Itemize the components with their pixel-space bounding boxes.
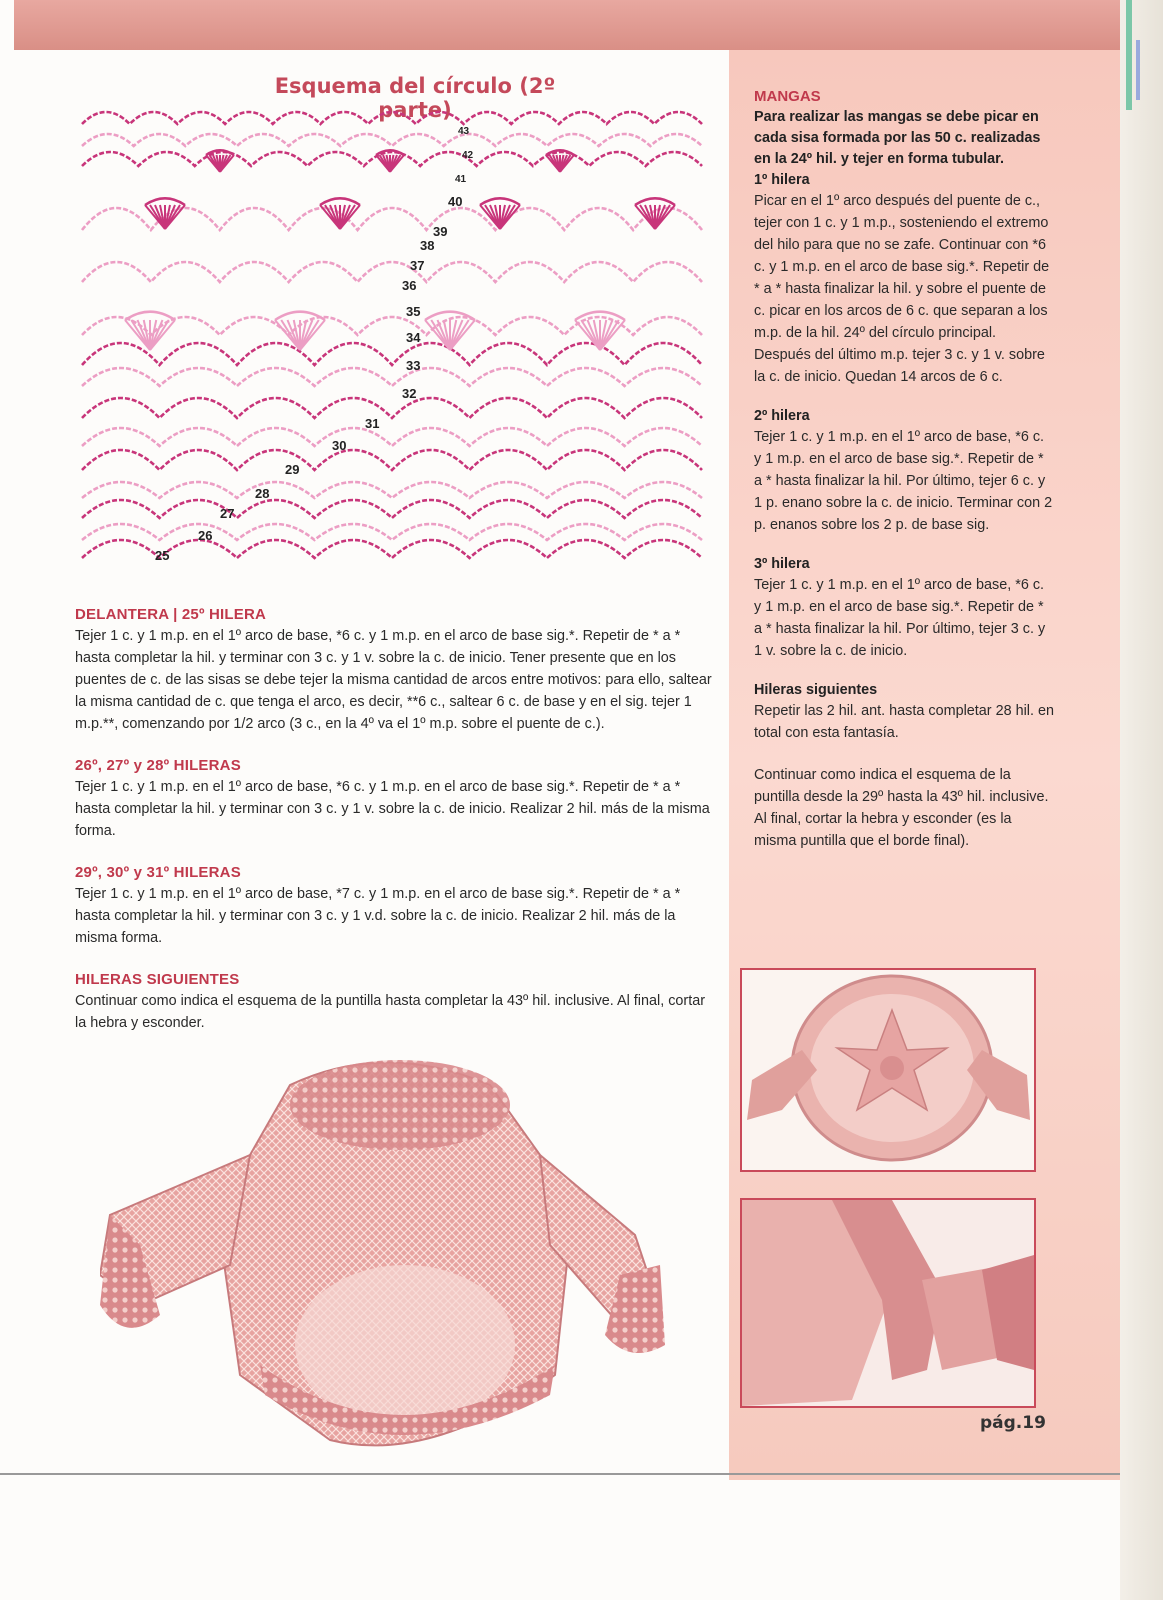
chain-row xyxy=(82,398,702,418)
section-rows-26-28 xyxy=(75,757,715,842)
row-label: 41 xyxy=(455,174,467,185)
block-body: Tejer 1 c. y 1 m.p. en el 1º arco de base, *6 c. y 1 m.p. en el arco de base sig.*. Repetir de * a * hasta finalizar la hil. Por último, tejer 6 c. y 1 p. enano sobre la c. de inicio. Terminar con 2 p. enanos sobre los 2 p. de base sig. xyxy=(754,429,1053,533)
row-label: 26 xyxy=(198,528,213,543)
section-heading: HILERAS SIGUIENTES xyxy=(75,971,240,988)
section-body: Tejer 1 c. y 1 m.p. en el 1º arco de base, *6 c. y 1 m.p. en el arco de base sig.*. Repetir de * a * hasta completar la hil. y terminar con 3 c. y 1 v. sobre la c. de inicio. Realizar 2 hil. más de la misma forma. xyxy=(75,779,710,839)
chart-title: Esquema del círculo (2º parte) xyxy=(274,74,556,122)
row-label: 43 xyxy=(458,126,470,137)
sleeve-illustration xyxy=(742,1200,1034,1406)
bottom-divider xyxy=(0,1473,1120,1475)
jacket-photo xyxy=(100,1045,670,1465)
chain-row xyxy=(82,540,702,558)
section-rows-29-31 xyxy=(75,864,715,949)
sleeve-photo-top xyxy=(740,968,1036,1172)
fan-motif xyxy=(206,150,234,171)
section-body: Tejer 1 c. y 1 m.p. en el 1º arco de base, *6 c. y 1 m.p. en el arco de base sig.*. Repetir de * a * hasta completar la hil. y terminar con 3 c. y 1 v. sobre la c. de inicio. Tener presente que en los puentes de c. de las sisas se debe tejer la misma cantidad de arcos entre motivos: para ello, saltear la misma cantidad de c. que tenga el arco, es decir, **6 c., saltear 6 c. de base y en el sig. tejer 1 m.p.**, comenzando por 1/2 arco (3 c., en la 4º va el 1º m.p. sobre el puente de c.). xyxy=(75,628,712,732)
edge-stripe xyxy=(1126,0,1132,110)
edge-stripe-2 xyxy=(1136,40,1140,100)
block-heading: 1º hilera xyxy=(754,172,810,188)
row-label: 27 xyxy=(220,506,235,521)
section-body: Tejer 1 c. y 1 m.p. en el 1º arco de base, *7 c. y 1 m.p. en el arco de base sig.*. Repetir de * a * hasta completar la hil. y terminar con 3 c. y 1 v.d. sobre la c. de inicio. Realizar 2 hil. más de la misma forma. xyxy=(75,886,681,946)
row-label: 37 xyxy=(410,258,425,273)
block-body: Repetir las 2 hil. ant. hasta completar 28 hil. en total con esta fantasía. xyxy=(754,703,1054,741)
block-heading: 3º hilera xyxy=(754,556,810,572)
page-number: pág.19 xyxy=(980,1413,1046,1433)
instructions-column xyxy=(75,606,715,1056)
row-label: 38 xyxy=(420,238,435,253)
row-label: 42 xyxy=(462,150,474,161)
row-label: 40 xyxy=(448,194,463,209)
fan-motif xyxy=(546,150,574,171)
diagram-fans xyxy=(125,150,675,350)
row-label: 39 xyxy=(433,224,448,239)
row-label: 28 xyxy=(255,486,270,501)
section-delantera xyxy=(75,606,715,735)
section-heading: 26º, 27º y 28º HILERAS xyxy=(75,757,241,774)
chain-row xyxy=(82,500,702,518)
row-label: 25 xyxy=(155,548,170,563)
block-body: Continuar como indica el esquema de la puntilla desde la 29º hasta la 43º hil. inclusive. Al final, cortar la hebra y esconder (es la misma puntilla que el borde final). xyxy=(754,767,1049,849)
section-heading: 29º, 30º y 31º HILERAS xyxy=(75,864,241,881)
fan-motif xyxy=(480,198,520,229)
top-band xyxy=(14,0,1124,50)
row-label: 35 xyxy=(406,304,421,319)
page-edge xyxy=(1120,0,1163,1600)
chain-row xyxy=(82,524,702,540)
row-label: 31 xyxy=(365,416,380,431)
section-body: Continuar como indica el esquema de la puntilla hasta completar la 43º hil. inclusive. Al final, cortar la hebra y esconder. xyxy=(75,993,705,1031)
chain-row xyxy=(82,450,702,470)
chain-row xyxy=(82,368,702,386)
block-heading: Hileras siguientes xyxy=(754,682,878,698)
chain-row xyxy=(82,134,702,146)
row-label: 30 xyxy=(332,438,347,453)
section-following-rows xyxy=(75,971,715,1034)
block-heading: 2º hilera xyxy=(754,408,810,424)
row-label: 29 xyxy=(285,462,300,477)
fan-motif xyxy=(635,198,675,229)
chain-row xyxy=(82,262,702,282)
chain-row xyxy=(82,343,702,365)
sidebar-content xyxy=(754,88,1054,872)
row-label: 33 xyxy=(406,358,421,373)
row-label: 36 xyxy=(402,278,417,293)
chain-row xyxy=(82,428,702,446)
chain-row xyxy=(82,112,702,124)
block-body: Picar en el 1º arco después del puente de c., tejer con 1 c. y 1 m.p., sosteniendo el extremo del hilo para que no se zafe. Continuar con *6 c. y 1 m.p. en el arco de base sig.*. Repetir de * a * hasta finalizar la hil. y sobre el puente de c. picar en los arcos de 6 c. que separan a los m.p. de la hil. 24º del círculo principal. Después del último m.p. tejer 3 c. y 1 v. sobre la c. de inicio. Quedan 14 arcos de 6 c. xyxy=(754,193,1050,385)
sidebar-intro: Para realizar las mangas se debe picar en cada sisa formada por las 50 c. realizadas en la 24º hil. y tejer en forma tubular. xyxy=(754,109,1041,167)
fan-motif xyxy=(145,198,185,229)
doily-illustration xyxy=(742,970,1034,1170)
fan-motif xyxy=(376,150,404,171)
crochet-diagram xyxy=(70,110,720,580)
sleeve-photo-bottom xyxy=(740,1198,1036,1408)
row-label: 34 xyxy=(406,330,421,345)
chain-row xyxy=(82,482,702,498)
section-heading: DELANTERA | 25º HILERA xyxy=(75,606,267,623)
sidebar-title: MANGAS xyxy=(754,88,821,105)
block-body: Tejer 1 c. y 1 m.p. en el 1º arco de base, *6 c. y 1 m.p. en el arco de base sig.*. Repetir de * a * hasta finalizar la hil. Por último, tejer 3 c. y 1 v. sobre la c. de inicio. xyxy=(754,577,1046,659)
row-label: 32 xyxy=(402,386,417,401)
